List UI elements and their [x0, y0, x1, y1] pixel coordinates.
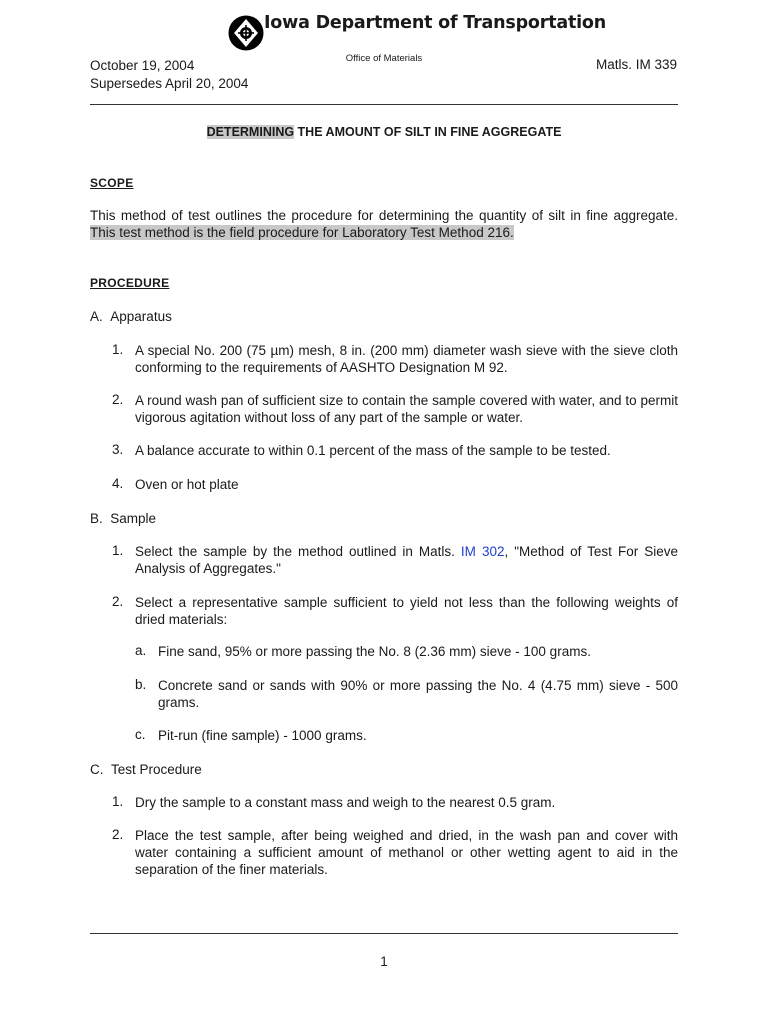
letterhead — [0, 12, 768, 64]
iowa-dot-logo-icon — [228, 15, 264, 51]
subitem-letter: a. — [135, 643, 147, 658]
section-b-title: Sample — [110, 511, 157, 526]
item-number: 2. — [112, 594, 124, 609]
item-number: 2. — [112, 827, 124, 842]
agency-name: Iowa Department of Transportation — [264, 13, 607, 33]
item-number: 3. — [112, 442, 124, 457]
apparatus-item-1: A special No. 200 (75 µm) mesh, 8 in. (200 mm) diameter wash sieve with the sieve cloth conforming to the requirements of AASHTO Designation M 92. — [135, 343, 678, 375]
sample-subitem-c: Pit-run (fine sample) - 1000 grams. — [158, 728, 367, 743]
scope-text: This method of test outlines the procedure for determining the quantity of silt in fine aggregate. — [90, 208, 678, 223]
office-name: Office of Materials — [345, 53, 423, 64]
sample-subitem-a: Fine sand, 95% or more passing the No. 8 (2.36 mm) sieve - 100 grams. — [158, 644, 591, 659]
footer-divider — [90, 933, 678, 934]
supersedes-date: Supersedes April 20, 2004 — [90, 76, 249, 91]
subitem-letter: b. — [135, 677, 147, 692]
title-rest: THE AMOUNT OF SILT IN FINE AGGREGATE — [294, 125, 562, 139]
apparatus-item-3: A balance accurate to within 0.1 percent of the mass of the sample to be tested. — [135, 443, 611, 458]
section-c-label: C. — [90, 762, 104, 777]
im-302-link[interactable]: IM 302 — [460, 544, 505, 559]
sample-item-1-text: Select the sample by the method outlined in Matls. — [135, 544, 461, 559]
sample-item-2: Select a representative sample sufficient to yield not less than the following weights of dried materials: — [135, 595, 678, 627]
section-a-heading — [90, 308, 172, 325]
scope-highlight: This test method is the field procedure for Laboratory Test Method 216. — [90, 225, 514, 240]
section-b-heading — [90, 510, 156, 527]
scope-heading: SCOPE — [90, 176, 134, 190]
section-a-label: A. — [90, 309, 103, 324]
item-number: 4. — [112, 476, 124, 491]
test-item-2: Place the test sample, after being weighed and dried, in the wash pan and cover with water containing a sufficient amount of methanol or other wetting agent to aid in the separation of the finer materials. — [135, 828, 678, 877]
procedure-heading: PROCEDURE — [90, 276, 170, 290]
document-title — [0, 125, 768, 139]
document-id: Matls. IM 339 — [595, 57, 677, 72]
scope-paragraph — [90, 207, 678, 241]
item-number: 1. — [112, 794, 124, 809]
item-number: 1. — [112, 543, 124, 558]
apparatus-item-4: Oven or hot plate — [135, 477, 239, 492]
section-b-label: B. — [90, 511, 103, 526]
item-number: 1. — [112, 342, 124, 357]
sample-item-1 — [135, 543, 678, 577]
document-dates — [90, 57, 248, 93]
subitem-letter: c. — [135, 727, 146, 742]
title-highlight: DETERMINING — [206, 125, 295, 139]
header-divider — [90, 104, 678, 105]
section-a-title: Apparatus — [110, 309, 172, 324]
sample-item-1-rest: , "Method of Test For Sieve Analysis of Aggregates." — [135, 544, 678, 576]
page-number: 1 — [380, 954, 388, 969]
sample-subitem-b: Concrete sand or sands with 90% or more passing the No. 4 (4.75 mm) sieve - 500 grams. — [158, 678, 678, 710]
item-number: 2. — [112, 392, 124, 407]
test-item-1: Dry the sample to a constant mass and weigh to the nearest 0.5 gram. — [135, 795, 556, 810]
section-c-heading — [90, 761, 202, 778]
section-c-title: Test Procedure — [111, 762, 202, 777]
apparatus-item-2: A round wash pan of sufficient size to contain the sample covered with water, and to permit vigorous agitation without loss of any part of the sample or water. — [135, 393, 678, 425]
issue-date: October 19, 2004 — [90, 58, 195, 73]
